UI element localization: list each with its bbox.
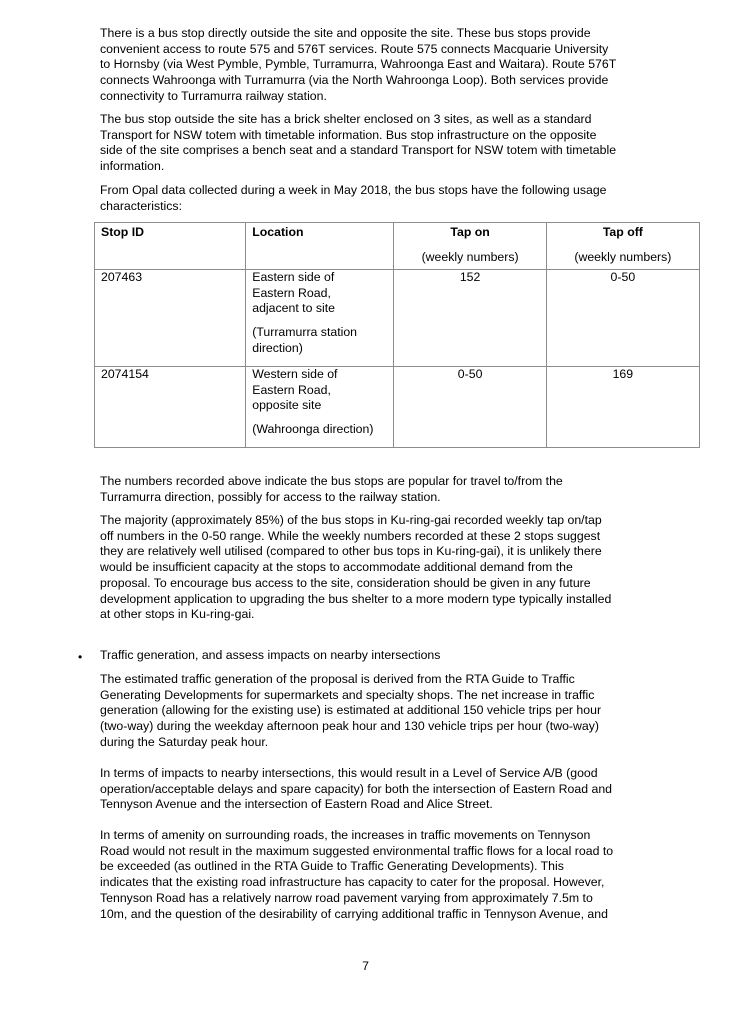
bullet-marker: •: [78, 650, 83, 664]
paragraph-bus-shelter: The bus stop outside the site has a brick shelter enclosed on 3 sites, as well as a standard Transport for NSW totem with timetable information. Bus stop infrastructure on the opposite side of the site comprises a bench seat and a standard Transport for NSW totem with timetable information.: [100, 112, 617, 174]
cell-stop-id: 207463: [95, 270, 246, 367]
bus-stop-usage-table: [94, 222, 700, 448]
bullet-heading: Traffic generation, and assess impacts on nearby intersections: [100, 648, 441, 662]
paragraph-intersections: In terms of impacts to nearby intersections, this would result in a Level of Service A/B (good operation/acceptable delays and spare capacity) for both the intersection of Eastern Road and Tennyson Avenue and the intersection of Eastern Road and Alice Street.: [100, 766, 613, 812]
paragraph-bus-services: There is a bus stop directly outside the site and opposite the site. These bus stops provide convenient access to route 575 and 576T services. Route 575 connects Macquarie University to Hornsby (via West Pymble, Pymble, Turramurra, Wahroonga East and Waitara). Route 576T connects Wahroonga with Turramurra (via the North Wahroonga Loop). Both services provide connectivity to Turramurra railway station.: [100, 26, 617, 103]
header-location: Location: [246, 223, 394, 270]
paragraph-numbers-note: The numbers recorded above indicate the bus stops are popular for travel to/from the Turramurra direction, possibly for access to the railway station.: [100, 474, 563, 504]
paragraph-traffic-generation: The estimated traffic generation of the proposal is derived from the RTA Guide to Traffic Generating Developments for supermarkets and specialty shops. The net increase in traffic generation (allowing for the existing use) is estimated at additional 150 vehicle trips per hour (two-way) during the weekday afternoon peak hour and 130 vehicle trips per hour (two-way) during the Saturday peak hour.: [100, 672, 602, 749]
header-tap-on: Tap on (weekly numbers): [394, 223, 546, 270]
paragraph-opal-intro: From Opal data collected during a week in May 2018, the bus stops have the following usage characteristics:: [100, 183, 607, 213]
cell-tap-on: 152: [394, 270, 546, 367]
table-header-row: [95, 223, 700, 270]
cell-stop-id: 2074154: [95, 367, 246, 448]
table-row: [95, 270, 700, 367]
header-tap-off: Tap off (weekly numbers): [546, 223, 699, 270]
cell-location: Western side of Eastern Road, opposite site (Wahroonga direction): [246, 367, 394, 448]
table-row: [95, 367, 700, 448]
page-number: 7: [362, 959, 369, 973]
header-stop-id: Stop ID: [95, 223, 246, 270]
cell-tap-off: 169: [546, 367, 699, 448]
cell-location: Eastern side of Eastern Road, adjacent to site (Turramurra station direction): [246, 270, 394, 367]
cell-tap-on: 0-50: [394, 367, 546, 448]
paragraph-majority: The majority (approximately 85%) of the bus stops in Ku-ring-gai recorded weekly tap on/tap off numbers in the 0-50 range. While the weekly numbers recorded at these 2 stops suggest they are relatively well utilised (compared to other bus tops in Ku-ring-gai), it is unlikely there would be insufficient capacity at the stops to accommodate additional demand from the proposal. To encourage bus access to the site, consideration should be given in any future development application to upgrading the bus shelter to a more modern type typically installed at other stops in Ku-ring-gai.: [100, 513, 612, 622]
cell-tap-off: 0-50: [546, 270, 699, 367]
paragraph-amenity: In terms of amenity on surrounding roads, the increases in traffic movements on Tennyson Road would not result in the maximum suggested environmental traffic flows for a local road to be exceeded (as outlined in the RTA Guide to Traffic Generating Developments). This indicates that the existing road infrastructure has capacity to cater for the proposal. However, Tennyson Road has a relatively narrow road pavement varying from approximately 7.5m to 10m, and the question of the desirability of carrying additional traffic in Tennyson Avenue, and: [100, 828, 614, 921]
